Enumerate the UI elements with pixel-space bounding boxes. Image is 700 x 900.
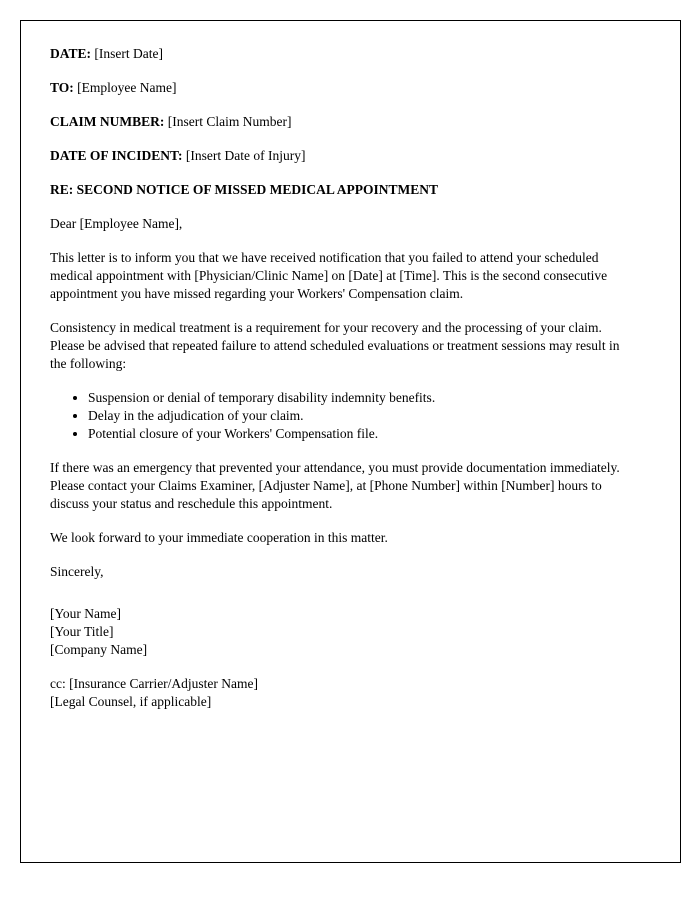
paragraph-notification: This letter is to inform you that we have received notification that you failed to attend your scheduled medical appointment with [Physician/Clinic Name] on [Date] at [Time]. This is the second consecutive appointment you have missed regarding your Workers' Compensation claim.	[50, 250, 608, 301]
incident-date-field-line	[50, 147, 632, 165]
signature-name: [Your Name]	[50, 606, 121, 621]
consequence-list	[50, 389, 632, 443]
date-field-label: DATE:	[50, 46, 92, 61]
paragraph-consistency-warning: Consistency in medical treatment is a requirement for your recovery and the processing of your claim. Please be advised that repeated failure to attend scheduled evaluations or treatment sessions may result in the following:	[50, 320, 620, 371]
salutation: Dear [Employee Name],	[50, 216, 183, 231]
to-field-line	[50, 79, 632, 97]
claim-number-field-line	[50, 113, 632, 131]
signature-block	[50, 605, 632, 659]
date-field-value: [Insert Date]	[91, 46, 163, 61]
to-field-label: TO:	[50, 80, 74, 95]
incident-date-field-label: DATE OF INCIDENT:	[50, 148, 183, 163]
subject-line: RE: SECOND NOTICE OF MISSED MEDICAL APPOINTMENT	[50, 182, 439, 197]
list-item: • Delay in the adjudication of your claim.	[88, 407, 632, 425]
cc-line-legal: [Legal Counsel, if applicable]	[50, 694, 212, 709]
cc-block	[50, 675, 632, 711]
list-item: • Potential closure of your Workers' Compensation file.	[88, 425, 632, 443]
to-field-value: [Employee Name]	[73, 80, 177, 95]
date-field-line	[50, 45, 632, 63]
closing: Sincerely,	[50, 564, 104, 579]
signature-company: [Company Name]	[50, 642, 148, 657]
list-item: • Suspension or denial of temporary disability indemnity benefits.	[88, 389, 632, 407]
claim-number-field-value: [Insert Claim Number]	[164, 114, 292, 129]
signature-title: [Your Title]	[50, 624, 114, 639]
incident-date-field-value: [Insert Date of Injury]	[182, 148, 306, 163]
paragraph-emergency-contact: If there was an emergency that prevented your attendance, you must provide documentation immediately. Please contact your Claims Examiner, [Adjuster Name], at [Phone Number] within [Number] hours to discuss your status and reschedule this appointment.	[50, 460, 620, 511]
paragraph-cooperation: We look forward to your immediate cooperation in this matter.	[50, 530, 388, 545]
claim-number-field-label: CLAIM NUMBER:	[50, 114, 165, 129]
letter-document	[20, 20, 681, 863]
cc-line-carrier: cc: [Insurance Carrier/Adjuster Name]	[50, 676, 259, 691]
